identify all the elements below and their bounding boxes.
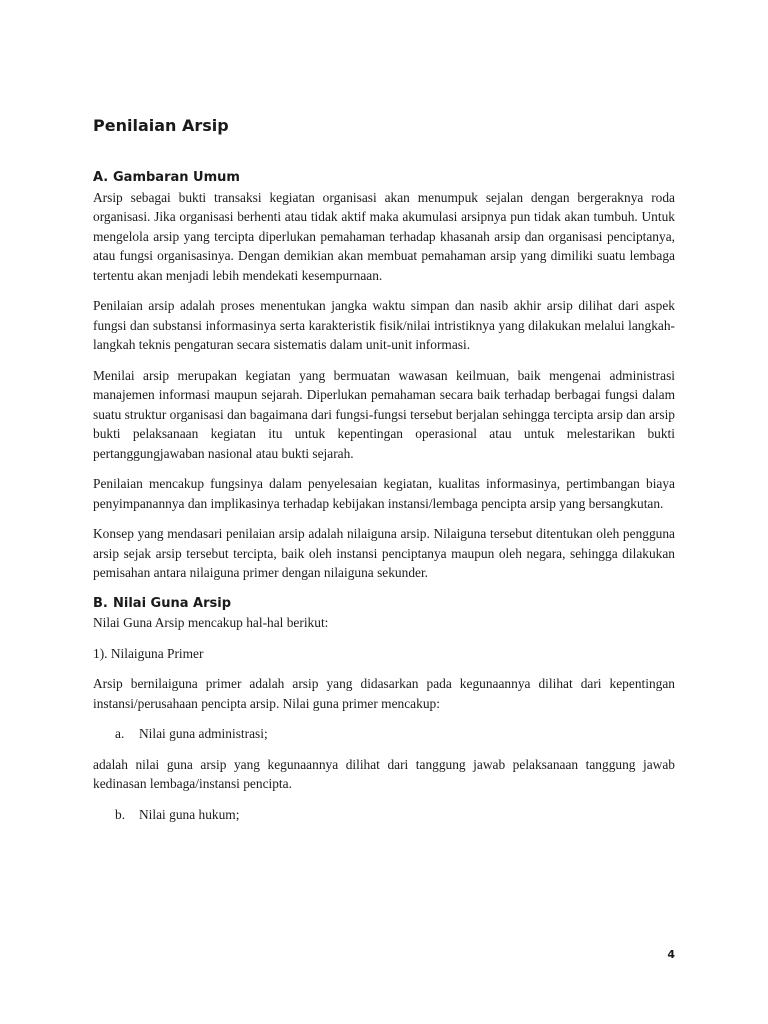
paragraph: Penilaian arsip adalah proses menentukan jangka waktu simpan dan nasib akhir arsip dilihat dari aspek fungsi dan substansi informasinya serta karakteristik fisik/nilai intristiknya yang dilakukan melalui langkah-langkah teknis pengaturan secara sistematis dalam unit-unit informasi. bbox=[93, 298, 675, 352]
section-a-number: A. bbox=[93, 170, 109, 185]
section-b-intro: Nilai Guna Arsip mencakup hal-hal berikut: bbox=[93, 615, 329, 630]
paragraph: Arsip sebagai bukti transaksi kegiatan organisasi akan menumpuk sejalan dengan bergeraknya roda organisasi. Jika organisasi berhenti atau tidak aktif maka akumulasi arsipnya pun tidak akan tumbuh. Untuk mengelola arsip yang tercipta diperlukan pemahaman terhadap khasanah arsip dan organisasi penciptanya, atau fungsi organisasinya. Dengan demikian akan membuat pemahaman arsip yang dimiliki suatu lembaga tertentu akan menjadi lebih mendekati kesempurnaan. bbox=[93, 189, 675, 283]
document-page bbox=[93, 0, 675, 1024]
page-number: 4 bbox=[667, 948, 675, 961]
paragraph: adalah nilai guna arsip yang kegunaannya dilihat dari tanggung jawab pelaksanaan tanggung jawab kedinasan lembaga/instansi pencipta. bbox=[93, 756, 675, 791]
list-item bbox=[93, 805, 675, 825]
document-body bbox=[93, 168, 675, 835]
subheading-nilaiguna-primer: 1). Nilaiguna Primer bbox=[93, 645, 204, 661]
list-item bbox=[93, 724, 675, 744]
paragraph: Konsep yang mendasari penilaian arsip adalah nilaiguna arsip. Nilaiguna tersebut ditentukan oleh pengguna arsip sejak arsip tersebut tercipta, baik oleh instansi penciptanya maupun oleh negara, sehingga dilakukan pemisahan antara nilaiguna primer dengan nilaiguna sekunder. bbox=[93, 526, 675, 580]
section-a-heading bbox=[93, 168, 675, 188]
list-item-label: Nilai guna administrasi; bbox=[139, 726, 268, 741]
list-marker: b. bbox=[115, 806, 126, 822]
section-b-heading bbox=[93, 594, 675, 614]
document-title: Penilaian Arsip bbox=[93, 116, 229, 135]
paragraph: Penilaian mencakup fungsinya dalam penyelesaian kegiatan, kualitas informasinya, pertimbangan biaya penyimpanannya dan implikasinya terhadap kebijakan instansi/lembaga pencipta arsip yang bersangkutan. bbox=[93, 476, 675, 511]
paragraph: Arsip bernilaiguna primer adalah arsip yang didasarkan pada kegunaannya dilihat dari kepentingan instansi/perusahaan pencipta arsip. Nilai guna primer mencakup: bbox=[93, 676, 675, 711]
section-a-title: Gambaran Umum bbox=[113, 170, 240, 185]
paragraph: Menilai arsip merupakan kegiatan yang bermuatan wawasan keilmuan, baik mengenai administrasi manajemen informasi maupun sejarah. Diperlukan pemahaman secara baik terhadap berbagai fungsi dalam suatu struktur organisasi dan bagaimana dari fungsi-fungsi tersebut berjalan sehingga tercipta arsip dan arsip bukti pelaksanaan kegiatan itu untuk kepentingan operasional atau untuk melestarikan bukti pertanggungjawaban nasional atau bukti sejarah. bbox=[93, 367, 675, 461]
section-b-number: B. bbox=[93, 595, 108, 611]
list-item-label: Nilai guna hukum; bbox=[139, 806, 240, 822]
section-b-title: Nilai Guna Arsip bbox=[113, 595, 231, 611]
list-marker: a. bbox=[115, 726, 125, 741]
